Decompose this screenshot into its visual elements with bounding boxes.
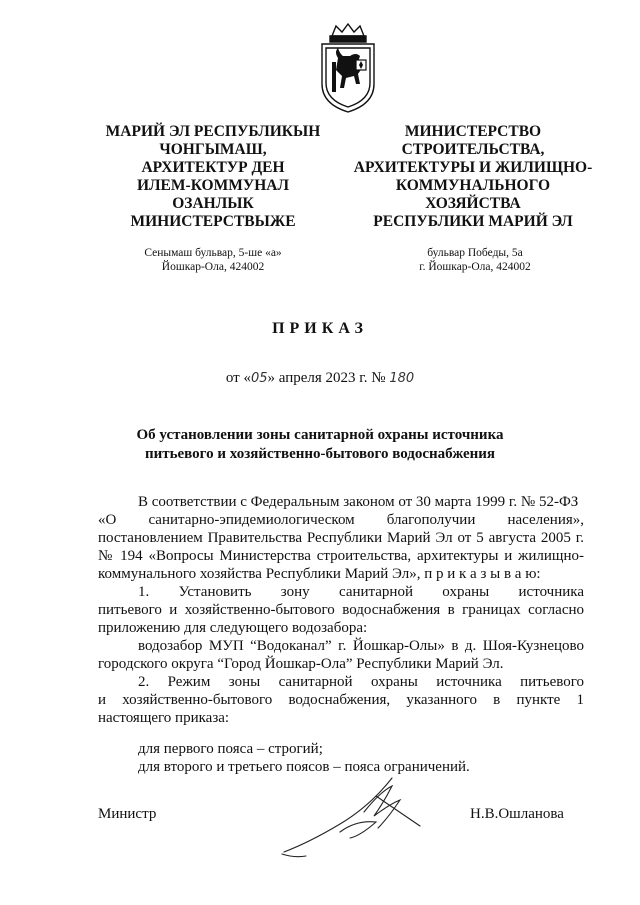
text-line: В соответствии с Федеральным законом от 30 марта 1999 г. № 52-ФЗ bbox=[138, 494, 579, 510]
paragraph-preamble bbox=[98, 493, 584, 583]
address-right-line: г. Йошкар-Ола, 424002 bbox=[419, 261, 531, 273]
paragraph-item-1 bbox=[98, 583, 584, 637]
paragraph-item-2 bbox=[98, 673, 584, 727]
paragraph-zone-regimes bbox=[98, 740, 584, 776]
address-left-line: Сенымаш бульвар, 5-ше «а» bbox=[144, 247, 282, 259]
document-number-handwritten: 180 bbox=[389, 371, 415, 386]
handwritten-signature bbox=[280, 772, 480, 864]
paragraph-water-intake bbox=[98, 637, 584, 673]
address-left-line: Йошкар-Ола, 424002 bbox=[161, 261, 265, 273]
text-line: «О санитарно-эпидемиологическом благополучии населения», bbox=[98, 512, 584, 528]
text-line: 2. Режим зоны санитарной охраны источника питьевого bbox=[138, 674, 584, 690]
text-line: для второго и третьего поясов – пояса ограничений. bbox=[138, 759, 470, 775]
header-right-line: СТРОИТЕЛЬСТВА, bbox=[401, 141, 545, 158]
header-right-line: КОММУНАЛЬНОГО bbox=[395, 177, 551, 194]
text-line: для первого пояса – строгий; bbox=[138, 741, 323, 757]
header-right-line: МИНИСТЕРСТВО bbox=[404, 123, 542, 140]
address-right-line: бульвар Победы, 5а bbox=[427, 247, 523, 259]
text-line: № 194 «Вопросы Министерства строительства, архитектуры и жилищно- bbox=[98, 548, 584, 564]
header-left-line: ЧОНГЫМАШ, bbox=[159, 141, 267, 158]
date-prefix: от « bbox=[225, 370, 251, 386]
text-line: городского округа “Город Йошкар-Ола” Республики Марий Эл. bbox=[98, 656, 504, 672]
header-left-line: МИНИСТЕРСТВЫЖЕ bbox=[130, 213, 296, 230]
text-line: и хозяйственно-бытового водоснабжения, указанного в пункте 1 bbox=[98, 692, 584, 708]
signatory-name: Н.В.Ошланова bbox=[470, 806, 564, 822]
header-left-ministry-name bbox=[88, 123, 338, 231]
date-line bbox=[0, 370, 640, 387]
document-title: ПРИКАЗ bbox=[272, 320, 368, 337]
text-line: питьевого и хозяйственно-бытового водоснабжения в границах согласно bbox=[98, 602, 584, 618]
header-left-line: ИЛЕМ-КОММУНАЛ bbox=[136, 177, 290, 194]
header-right-line: АРХИТЕКТУРЫ И ЖИЛИЩНО- bbox=[353, 159, 593, 176]
address-left bbox=[98, 246, 328, 274]
address-right bbox=[360, 246, 590, 274]
header-left-line: МАРИЙ ЭЛ РЕСПУБЛИКЫН bbox=[105, 123, 321, 140]
text-line: настоящего приказа: bbox=[98, 710, 230, 726]
text-line: постановлением Правительства Республики Марий Эл от 5 августа 2005 г. bbox=[98, 530, 584, 546]
text-line: приложению для следующего водозабора: bbox=[98, 620, 368, 636]
subject-line: Об установлении зоны санитарной охраны источника bbox=[136, 427, 504, 443]
subject-line: питьевого и хозяйственно-бытового водоснабжения bbox=[144, 446, 496, 462]
signatory-title: Министр bbox=[98, 806, 157, 822]
header-right-ministry-name bbox=[348, 123, 598, 231]
document-subject bbox=[0, 426, 640, 464]
header-left-line: ОЗАНЛЫК bbox=[172, 195, 254, 212]
text-line: 1. Установить зону санитарной охраны источника bbox=[138, 584, 584, 600]
date-day-handwritten: 05 bbox=[250, 371, 268, 386]
header-right-line: РЕСПУБЛИКИ МАРИЙ ЭЛ bbox=[373, 213, 573, 230]
coat-of-arms-emblem bbox=[316, 22, 380, 114]
header-left-line: АРХИТЕКТУР ДЕН bbox=[141, 159, 285, 176]
date-mid: » апреля 2023 г. № bbox=[267, 370, 386, 386]
text-line: водозабор МУП “Водоканал” г. Йошкар-Олы» в д. Шоя-Кузнецово bbox=[138, 638, 584, 654]
text-line: коммунального хозяйства Республики Марий Эл», п р и к а з ы в а ю: bbox=[98, 566, 541, 582]
header-right-line: ХОЗЯЙСТВА bbox=[425, 195, 521, 212]
